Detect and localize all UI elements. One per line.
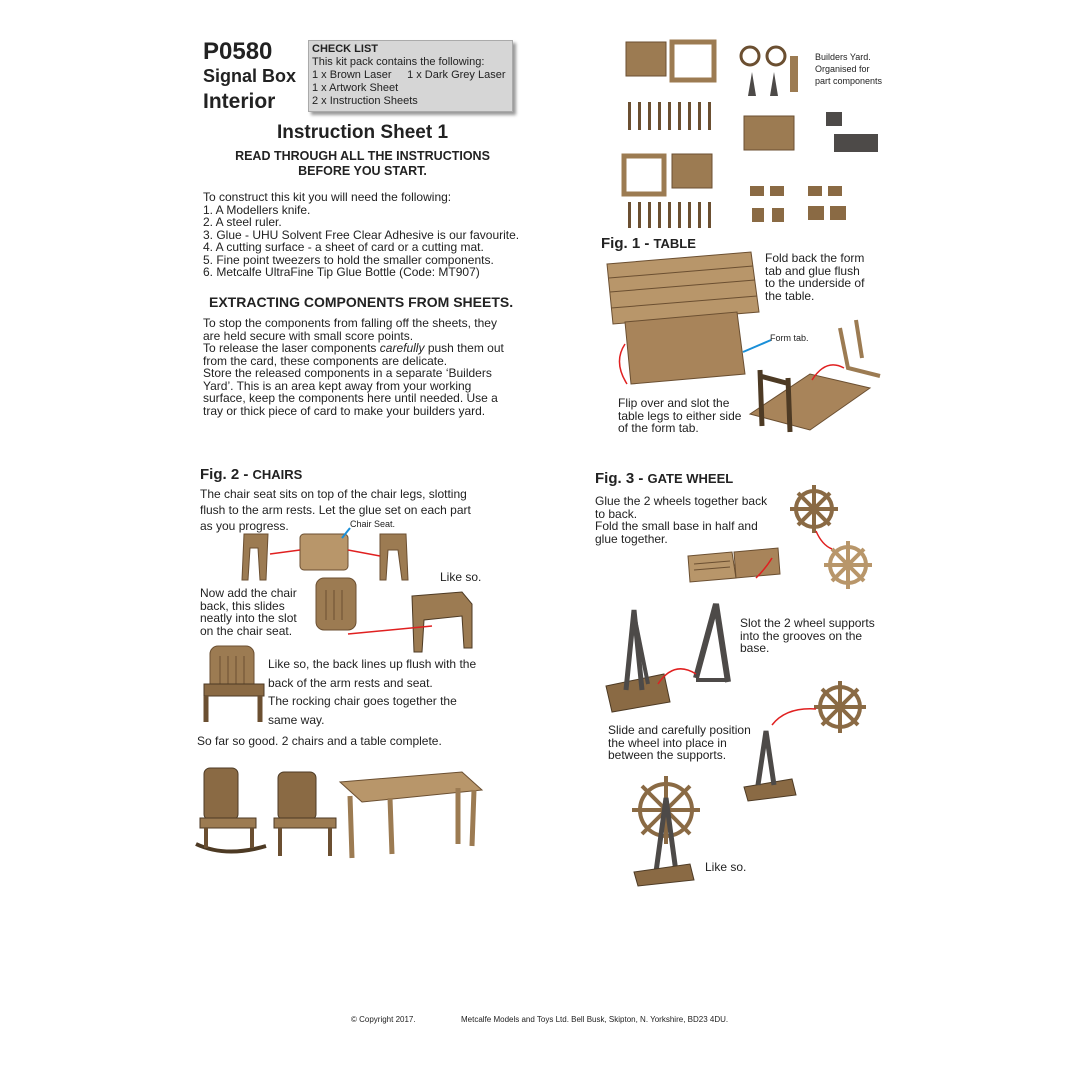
chair-back-illustration	[312, 576, 482, 656]
text-line: glue together.	[595, 531, 668, 546]
fig3-note-slide	[608, 724, 751, 762]
checklist-intro: This kit pack contains the following:	[312, 56, 485, 68]
text-fragment: To release the laser components	[203, 341, 377, 355]
tools-item: 2. A steel ruler.	[203, 215, 282, 229]
wheel-position-illustration	[740, 675, 880, 805]
footer-address: Metcalfe Models and Toys Ltd. Bell Busk, Skipton, N. Yorkshire, BD23 4DU.	[461, 1015, 729, 1024]
checklist-item: 1 x Brown Laser	[312, 69, 392, 81]
text-line: between the supports.	[608, 748, 727, 762]
sheet-warning	[200, 149, 525, 179]
extracting-heading: EXTRACTING COMPONENTS FROM SHEETS.	[209, 294, 514, 310]
tools-intro: To construct this kit you will need the following:	[203, 190, 452, 204]
text-line: Fold back the form	[765, 251, 865, 265]
fig-label: Fig. 2 -	[200, 466, 249, 483]
text-line: neatly into the slot	[200, 611, 297, 625]
finished-furniture-illustration	[196, 762, 486, 862]
text-line: Flip over and slot the	[618, 396, 730, 410]
text-line: same way.	[268, 712, 325, 727]
text-line: The rocking chair goes together the	[268, 694, 457, 708]
fig3-note-glue	[595, 495, 767, 545]
text-line: base.	[740, 641, 770, 655]
checklist-item: 2 x Instruction Sheets	[312, 95, 418, 107]
gate-wheel-finished-illustration	[628, 768, 708, 888]
caption-line: Builders Yard.	[815, 52, 871, 62]
text-fragment: push them out	[427, 341, 504, 355]
text-line: Now add the chair	[200, 586, 297, 600]
sheet-title: Instruction Sheet 1	[276, 122, 449, 143]
text-line: of the form tab.	[618, 421, 699, 435]
text-line: Store the released components in a separate ‘Builders	[203, 366, 492, 380]
text-line: to the underside of	[765, 276, 865, 290]
fig1-note-flip	[618, 397, 741, 435]
tools-item: 6. Metcalfe UltraFine Tip Glue Bottle (Code: MT907)	[203, 265, 480, 279]
fig3-like-so: Like so.	[705, 860, 747, 874]
text-line: back of the arm rests and seat.	[268, 675, 433, 690]
text-line: Fold the small base in half and	[595, 519, 758, 533]
text-line: tray or thick piece of card to make your builders yard.	[203, 403, 486, 418]
checklist-row	[312, 69, 509, 82]
text-line: Glue the 2 wheels together back	[595, 494, 768, 508]
text-line: the wheel into place in	[608, 735, 727, 750]
extracting-text	[203, 317, 523, 417]
fig2-note-back	[200, 587, 297, 637]
text-line: table legs to either side	[618, 408, 742, 423]
wheel-supports-illustration	[604, 600, 754, 720]
fig2-like-so: Like so.	[440, 570, 482, 584]
checklist-item: 1 x Artwork Sheet	[312, 82, 399, 94]
sheet-warning-line: READ THROUGH ALL THE INSTRUCTIONS	[235, 149, 490, 163]
text-line: To stop the components from falling off the sheets, they	[203, 316, 497, 330]
tools-list	[203, 191, 523, 279]
tools-item: 5. Fine point tweezers to hold the smaller components.	[203, 252, 494, 267]
text-line: Yard’. This is an area kept away from your working	[203, 378, 472, 393]
product-code: P0580	[203, 38, 273, 65]
text-line: back, this slides	[200, 598, 285, 613]
fig2-intro	[200, 486, 471, 534]
text-line: Like so, the back lines up flush with the	[268, 657, 477, 671]
base-fold-illustration	[686, 548, 786, 584]
text-line: into the grooves on the	[740, 628, 863, 643]
form-tab-label: Form tab.	[770, 333, 809, 343]
text-line: from the card, these components are delicate.	[203, 353, 448, 368]
chair-assembled-illustration	[200, 644, 270, 724]
product-name-line2: Interior	[203, 90, 276, 113]
caption-line: Organised for	[815, 64, 870, 74]
text-line: on the chair seat.	[200, 623, 293, 638]
checklist-box	[308, 40, 513, 112]
checklist-title: CHECK LIST	[312, 43, 378, 55]
text-line	[203, 342, 523, 355]
fig2-note-flush	[268, 655, 476, 729]
fig2-so-far: So far so good. 2 chairs and a table complete.	[197, 734, 442, 748]
fig-name: CHAIRS	[252, 467, 303, 482]
text-line: The chair seat sits on top of the chair legs, slotting	[200, 487, 467, 501]
caption-line: part components	[815, 76, 883, 86]
product-name-line1: Signal Box	[203, 66, 297, 86]
fig-label: Fig. 3 -	[595, 470, 644, 487]
text-line: Slide and carefully position	[608, 723, 751, 737]
emphasis-text: carefully	[379, 341, 425, 355]
text-line: are held secure with small score points.	[203, 328, 414, 343]
fig3-heading	[595, 470, 733, 487]
text-line: flush to the arm rests. Let the glue set on each part	[200, 503, 471, 517]
table-legs-illustration	[740, 318, 900, 438]
text-line: tab and glue flush	[765, 263, 860, 278]
fig1-heading	[601, 235, 696, 252]
fig-label: Fig. 1 -	[601, 235, 650, 252]
fig3-note-slot	[740, 617, 875, 655]
footer-copyright: © Copyright 2017.	[351, 1015, 416, 1024]
checklist-item: 1 x Dark Grey Laser	[407, 69, 506, 81]
tools-item: 4. A cutting surface - a sheet of card or a cutting mat.	[203, 240, 484, 254]
text-line: to back.	[595, 506, 638, 521]
tools-item: 3. Glue - UHU Solvent Free Clear Adhesive is our favourite.	[203, 227, 520, 242]
fig-name: TABLE	[653, 236, 696, 251]
fig1-note-fold	[765, 252, 864, 302]
builders-yard-caption	[815, 51, 882, 87]
chair-seat-label: Chair Seat.	[350, 519, 396, 529]
fig2-heading	[200, 466, 302, 483]
text-line: as you progress.	[200, 519, 289, 533]
fig-name: GATE WHEEL	[647, 471, 734, 486]
sheet-warning-line: BEFORE YOU START.	[298, 164, 427, 178]
tools-item: 1. A Modellers knife.	[203, 202, 311, 217]
wheels-illustration	[778, 485, 888, 595]
text-line: surface, keep the components here until needed. Use a	[203, 391, 498, 405]
text-line: Slot the 2 wheel supports	[740, 616, 875, 630]
text-line: the table.	[765, 288, 815, 303]
